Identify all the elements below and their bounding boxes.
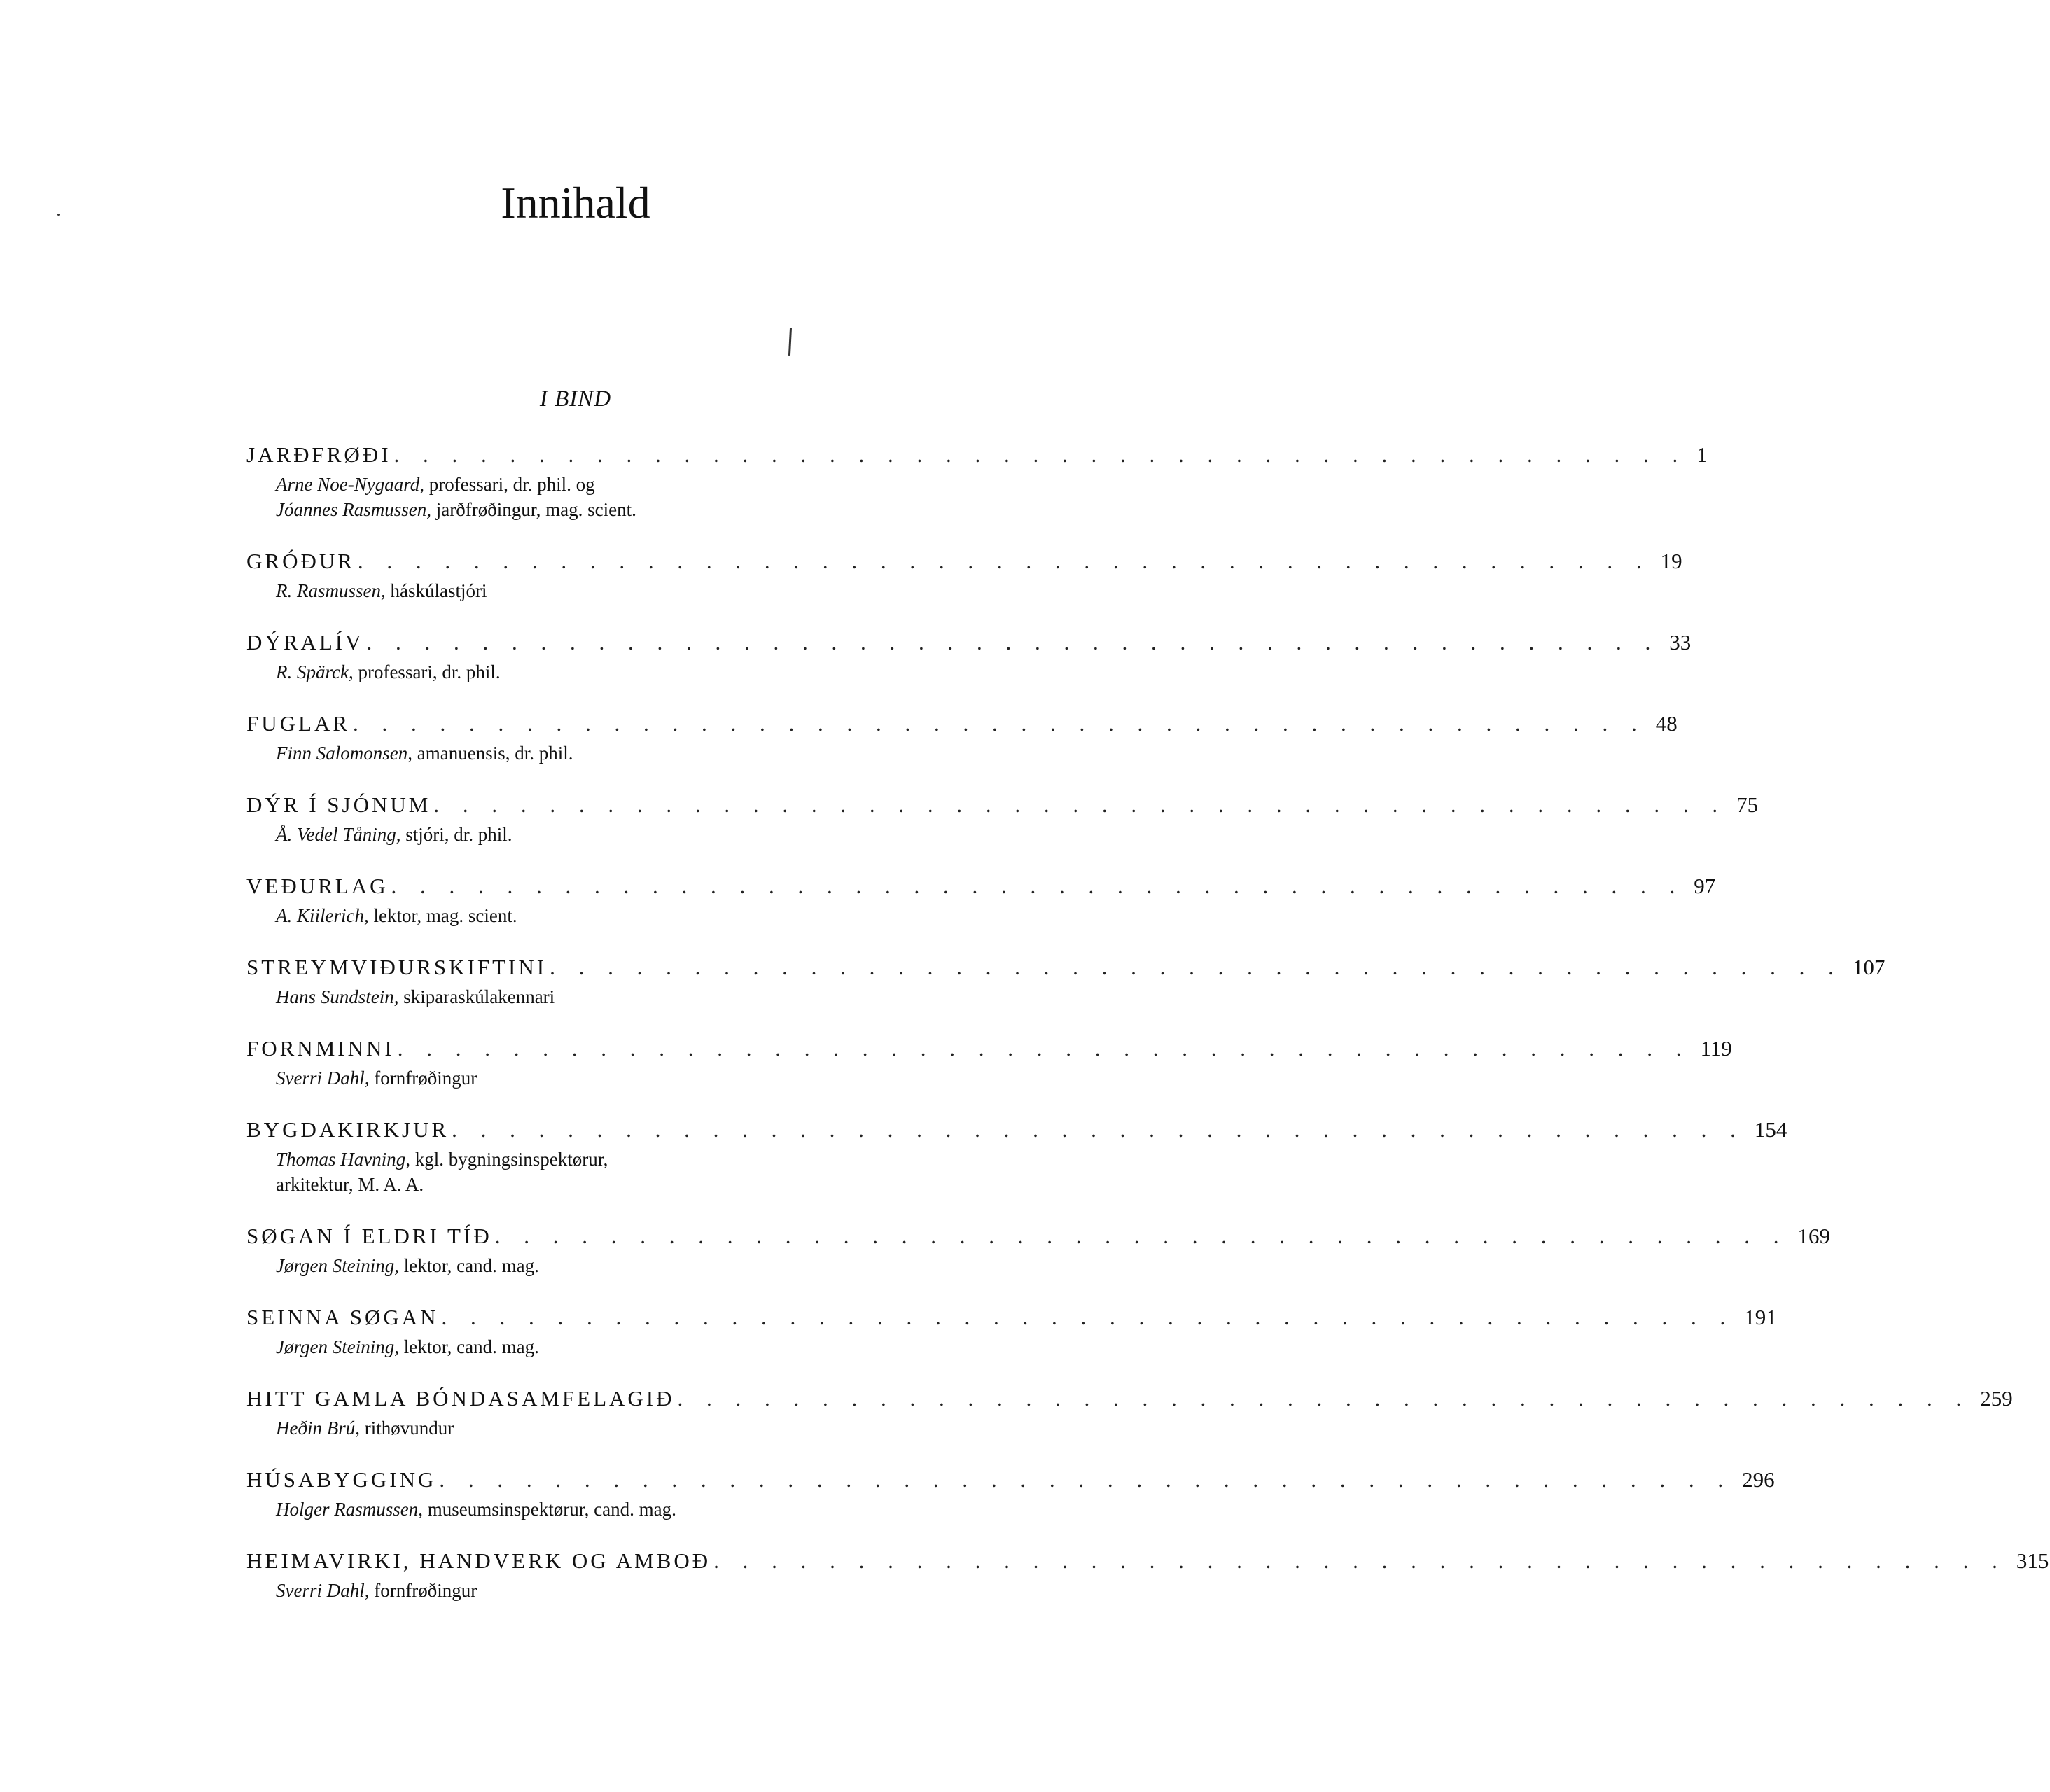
author-role: kgl. bygningsinspektørur,: [414, 1149, 608, 1170]
author-role: arkitektur, M. A. A.: [276, 1174, 424, 1195]
toc-entry-page-number: 169: [1797, 1224, 1830, 1248]
toc-entry: [246, 1305, 1777, 1359]
toc-entry: [246, 711, 1678, 766]
toc-entry-author: [246, 1334, 828, 1359]
author-role: fornfrøðingur: [374, 1580, 477, 1601]
toc-entry: [246, 630, 1692, 685]
author-role: lektor, mag. scient.: [373, 905, 517, 926]
author-name: Thomas Havning,: [276, 1149, 411, 1170]
toc-entry-author-continued: [246, 1172, 828, 1197]
toc-entry-line: [246, 1036, 1732, 1065]
dot-leader: . . . . . . . . . . . . . . . . . . . . . . . . . . . . . . . . . . . . . . . . . . . . .: [713, 1548, 2007, 1573]
dot-leader: . . . . . . . . . . . . . . . . . . . . . . . . . . . . . . . . . . . . . . . . . . . . .: [391, 874, 1685, 898]
toc-entry: [246, 1548, 2049, 1603]
toc-entry-title: DÝRALÍV: [246, 630, 364, 654]
table-of-contents: [246, 442, 2049, 1630]
author-name: A. Kiilerich,: [276, 905, 369, 926]
toc-entry-page-number: 33: [1669, 630, 1692, 654]
toc-entry: [246, 549, 1682, 603]
author-role: skiparaskúlakennari: [403, 986, 555, 1007]
author-name: Holger Rasmussen,: [276, 1499, 423, 1520]
toc-entry-page-number: 75: [1736, 792, 1759, 817]
toc-entry-line: [246, 1117, 1787, 1147]
toc-entry: [246, 442, 1708, 522]
dot-leader: . . . . . . . . . . . . . . . . . . . . . . . . . . . . . . . . . . . . . . . . . . . . .: [357, 549, 1651, 573]
author-name: Jóannes Rasmussen,: [276, 499, 431, 520]
toc-entry-page-number: 119: [1700, 1036, 1732, 1060]
toc-entry-title: FUGLAR: [246, 711, 351, 736]
toc-entry-page-number: 19: [1660, 549, 1682, 573]
toc-entry-author: [246, 741, 828, 766]
toc-entry: [246, 1386, 2013, 1441]
dot-leader: . . . . . . . . . . . . . . . . . . . . . . . . . . . . . . . . . . . . . . . . . . . . .: [441, 1305, 1735, 1329]
author-name: Sverri Dahl,: [276, 1580, 370, 1601]
toc-entry-title: FORNMINNI: [246, 1036, 395, 1060]
toc-entry-line: [246, 1305, 1777, 1334]
toc-entry-page-number: 154: [1754, 1117, 1787, 1142]
dot-leader: . . . . . . . . . . . . . . . . . . . . . . . . . . . . . . . . . . . . . . . . . . . . .: [439, 1467, 1733, 1492]
author-role: háskúlastjóri: [390, 580, 487, 601]
toc-entry-author: [246, 1147, 828, 1172]
author-name: Hans Sundstein,: [276, 986, 399, 1007]
toc-entry-page-number: 48: [1655, 711, 1678, 736]
toc-entry-author: [246, 984, 828, 1009]
toc-entry-page-number: 296: [1742, 1467, 1775, 1492]
toc-entry-line: [246, 874, 1716, 903]
toc-entry-author: [246, 1065, 828, 1091]
toc-entry-title: VEÐURLAG: [246, 874, 389, 898]
toc-entry-title: DÝR Í SJÓNUM: [246, 792, 431, 817]
stray-pencil-mark: [788, 328, 792, 356]
author-role: jarðfrøðingur, mag. scient.: [435, 499, 636, 520]
toc-entry-page-number: 97: [1694, 874, 1716, 898]
dot-leader: . . . . . . . . . . . . . . . . . . . . . . . . . . . . . . . . . . . . . . . . . . . . .: [433, 792, 1727, 817]
author-name: Arne Noe-Nygaard,: [276, 474, 424, 495]
volume-heading: I BIND: [539, 386, 612, 412]
toc-entry: [246, 874, 1716, 928]
author-name: R. Rasmussen,: [276, 580, 386, 601]
toc-entry: [246, 1224, 1830, 1278]
toc-entry-author: [246, 1253, 828, 1278]
author-name: Sverri Dahl,: [276, 1068, 370, 1088]
toc-entry-line: [246, 630, 1692, 659]
toc-entry-line: [246, 442, 1708, 472]
dot-leader: . . . . . . . . . . . . . . . . . . . . . . . . . . . . . . . . . . . . . . . . . . . . .: [677, 1386, 1971, 1410]
toc-entry-author: [246, 1578, 828, 1603]
toc-entry: [246, 1467, 1775, 1522]
author-role: lektor, cand. mag.: [403, 1336, 539, 1357]
toc-entry-author: [246, 903, 828, 928]
dot-leader: . . . . . . . . . . . . . . . . . . . . . . . . . . . . . . . . . . . . . . . . . . . . .: [550, 955, 1843, 979]
toc-entry: [246, 792, 1759, 847]
toc-entry-page-number: 259: [1980, 1386, 2013, 1410]
toc-entry: [246, 1036, 1732, 1091]
toc-entry: [246, 1117, 1787, 1197]
dot-leader: . . . . . . . . . . . . . . . . . . . . . . . . . . . . . . . . . . . . . . . . . . . . .: [366, 630, 1660, 654]
author-role: lektor, cand. mag.: [403, 1255, 539, 1276]
author-name: Jørgen Steining,: [276, 1336, 399, 1357]
toc-entry-author: [246, 822, 828, 847]
author-name: Finn Salomonsen,: [276, 743, 412, 764]
toc-entry-author: [246, 1497, 828, 1522]
author-name: R. Spärck,: [276, 662, 354, 682]
toc-entry-line: [246, 711, 1678, 741]
toc-entry-title: JARÐFRØÐI: [246, 442, 391, 467]
toc-entry-title: HITT GAMLA BÓNDASAMFELAGIÐ: [246, 1386, 675, 1410]
toc-entry-line: [246, 955, 1885, 984]
author-role: museumsinspektørur, cand. mag.: [427, 1499, 676, 1520]
author-role: professari, dr. phil. og: [428, 474, 595, 495]
toc-entry-author: [246, 472, 828, 497]
toc-entry-title: STREYMVIÐURSKIFTINI: [246, 955, 548, 979]
toc-entry-author: [246, 578, 828, 603]
dot-leader: . . . . . . . . . . . . . . . . . . . . . . . . . . . . . . . . . . . . . . . . . . . . .: [393, 442, 1687, 467]
dot-leader: . . . . . . . . . . . . . . . . . . . . . . . . . . . . . . . . . . . . . . . . . . . . .: [494, 1224, 1788, 1248]
author-role: stjóri, dr. phil.: [405, 824, 512, 845]
dot-leader: . . . . . . . . . . . . . . . . . . . . . . . . . . . . . . . . . . . . . . . . . . . . .: [397, 1036, 1691, 1060]
toc-entry-line: [246, 792, 1759, 822]
toc-entry-title: HÚSABYGGING: [246, 1467, 437, 1492]
toc-entry-author-continued: [246, 497, 828, 522]
toc-entry-title: BYGDAKIRKJUR: [246, 1117, 449, 1142]
page-title: Innihald: [501, 178, 650, 227]
author-role: rithøvundur: [364, 1418, 454, 1438]
toc-entry-page-number: 315: [2016, 1548, 2049, 1573]
toc-entry-line: [246, 1386, 2013, 1415]
toc-entry-title: HEIMAVIRKI, HANDVERK OG AMBOÐ: [246, 1548, 711, 1573]
toc-entry-page-number: 107: [1852, 955, 1885, 979]
toc-entry-title: SØGAN Í ELDRI TÍÐ: [246, 1224, 492, 1248]
author-role: professari, dr. phil.: [358, 662, 501, 682]
author-name: Å. Vedel Tåning,: [276, 824, 401, 845]
toc-entry-title: GRÓÐUR: [246, 549, 355, 573]
dot-leader: . . . . . . . . . . . . . . . . . . . . . . . . . . . . . . . . . . . . . . . . . . . . .: [353, 711, 1646, 736]
dot-leader: . . . . . . . . . . . . . . . . . . . . . . . . . . . . . . . . . . . . . . . . . . . . .: [452, 1117, 1745, 1142]
author-name: Jørgen Steining,: [276, 1255, 399, 1276]
toc-entry-line: [246, 549, 1682, 578]
author-role: amanuensis, dr. phil.: [417, 743, 573, 764]
author-name: Heðin Brú,: [276, 1418, 360, 1438]
toc-entry-line: [246, 1467, 1775, 1497]
toc-entry: [246, 955, 1885, 1009]
toc-entry-title: SEINNA SØGAN: [246, 1305, 439, 1329]
toc-entry-author: [246, 1415, 828, 1441]
toc-entry-line: [246, 1224, 1830, 1253]
author-role: fornfrøðingur: [374, 1068, 477, 1088]
toc-entry-page-number: 191: [1744, 1305, 1777, 1329]
toc-entry-line: [246, 1548, 2049, 1578]
toc-entry-author: [246, 659, 828, 685]
toc-entry-page-number: 1: [1696, 442, 1708, 467]
